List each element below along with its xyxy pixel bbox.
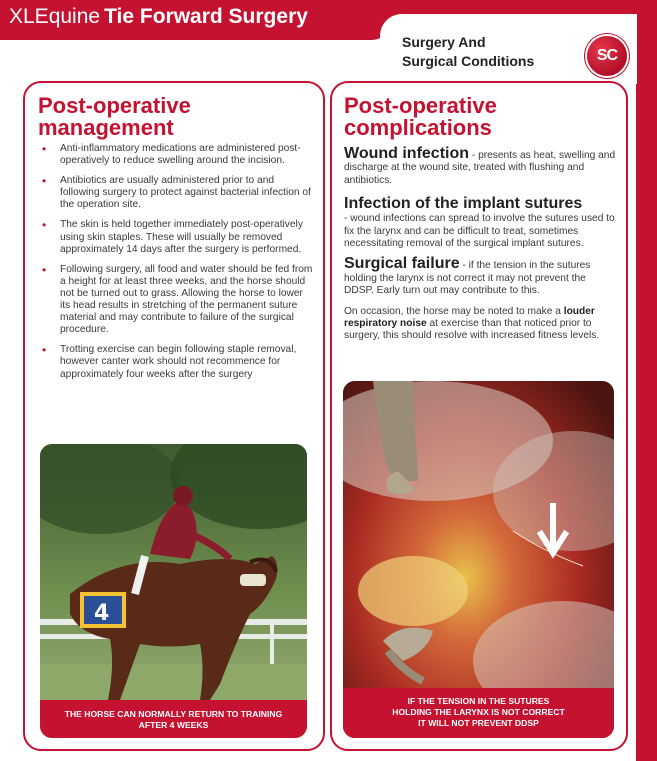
bullet-item: • Antibiotics are usually administered prior to and following surgery to protect against bacterial infection of the operation site. [38, 175, 313, 211]
complications-text [344, 145, 616, 343]
surgical-failure-title: Surgical failure [344, 255, 460, 273]
bullet-item: • The skin is held together immediately post-operatively using skin staples. These will usually be removed approximately 14 days after the surgery is performed. [38, 219, 313, 255]
section-label-line1: Surgery And [402, 34, 486, 50]
surgery-caption-line2: HOLDING THE LARYNX IS NOT CORRECT [392, 707, 565, 717]
surgery-photo-caption [343, 688, 614, 738]
brand-name: XLEquine [9, 5, 101, 28]
noise-text-start: On occasion, the horse may be noted to make a [344, 305, 564, 317]
bullet-item: • Following surgery, all food and water should be fed from a height for at least three weeks, and the horse should not be turned out to grass. Allowing the horse to lower its head results in stretching of the permanent suture material and may contribute to failure of the surgical procedure. [38, 264, 313, 337]
page-edge-stripe [636, 0, 657, 761]
respiratory-noise-paragraph [344, 306, 616, 343]
bullet-item: • Trotting exercise can begin following staple removal, however canter work should not recommence for approximately four weeks after the surgery [38, 344, 313, 380]
implant-infection-block [344, 195, 616, 250]
left-heading-line2: management [38, 115, 174, 140]
section-badge: SC [587, 36, 627, 76]
surgery-caption-line1: IF THE TENSION IN THE SUTURES [407, 696, 550, 706]
wound-infection-block [344, 145, 616, 187]
management-bullet-list [38, 143, 313, 389]
section-label [402, 33, 534, 71]
racehorse-photo [40, 444, 307, 738]
right-heading-line2: complications [344, 115, 492, 140]
wound-infection-text: - presents as heat, swelling and discharge at the wound site, treated with flushing and antibiotics. [344, 150, 616, 186]
noise-text-emphasis: louder respiratory noise [344, 305, 595, 330]
surgical-failure-block [344, 255, 616, 297]
implant-infection-title: Infection of the implant sutures [344, 195, 583, 213]
surgical-failure-text: - if the tension in the sutures holding the larynx is not correct it may not prevent the DDSP. Early turn out may contribute to this. [344, 260, 591, 297]
page-subject: Tie Forward Surgery [104, 5, 308, 28]
racehorse-illustration [40, 444, 307, 738]
photo-caption: THE HORSE CAN NORMALLY RETURN TO TRAINING AFTER 4 WEEKS [40, 700, 307, 738]
surgery-illustration [343, 381, 614, 738]
implant-infection-text: - wound infections can spread to involve the sutures used to fix the larynx and can be difficult to treat, sometimes necessitating removal of the surgical implant sutures. [344, 213, 615, 250]
bullet-item: • Anti-inflammatory medications are administered post-operatively to reduce swelling around the incision. [38, 143, 313, 167]
saddlecloth-number: 4 [94, 601, 110, 626]
right-heading-line1: Post-operative [344, 93, 497, 118]
surgery-caption-line3: IT WILL NOT PREVENT DDSP [418, 718, 539, 728]
page-title [9, 5, 308, 29]
noise-text-end: at exercise than that noticed prior to surgery, this should resolve with increased fitness levels. [344, 318, 600, 342]
surgery-photo [343, 381, 614, 738]
left-heading-line1: Post-operative [38, 93, 191, 118]
wound-infection-title: Wound infection [344, 145, 470, 162]
left-panel-heading [38, 95, 308, 139]
right-panel-heading [344, 95, 614, 139]
section-label-line2: Surgical Conditions [402, 53, 535, 69]
